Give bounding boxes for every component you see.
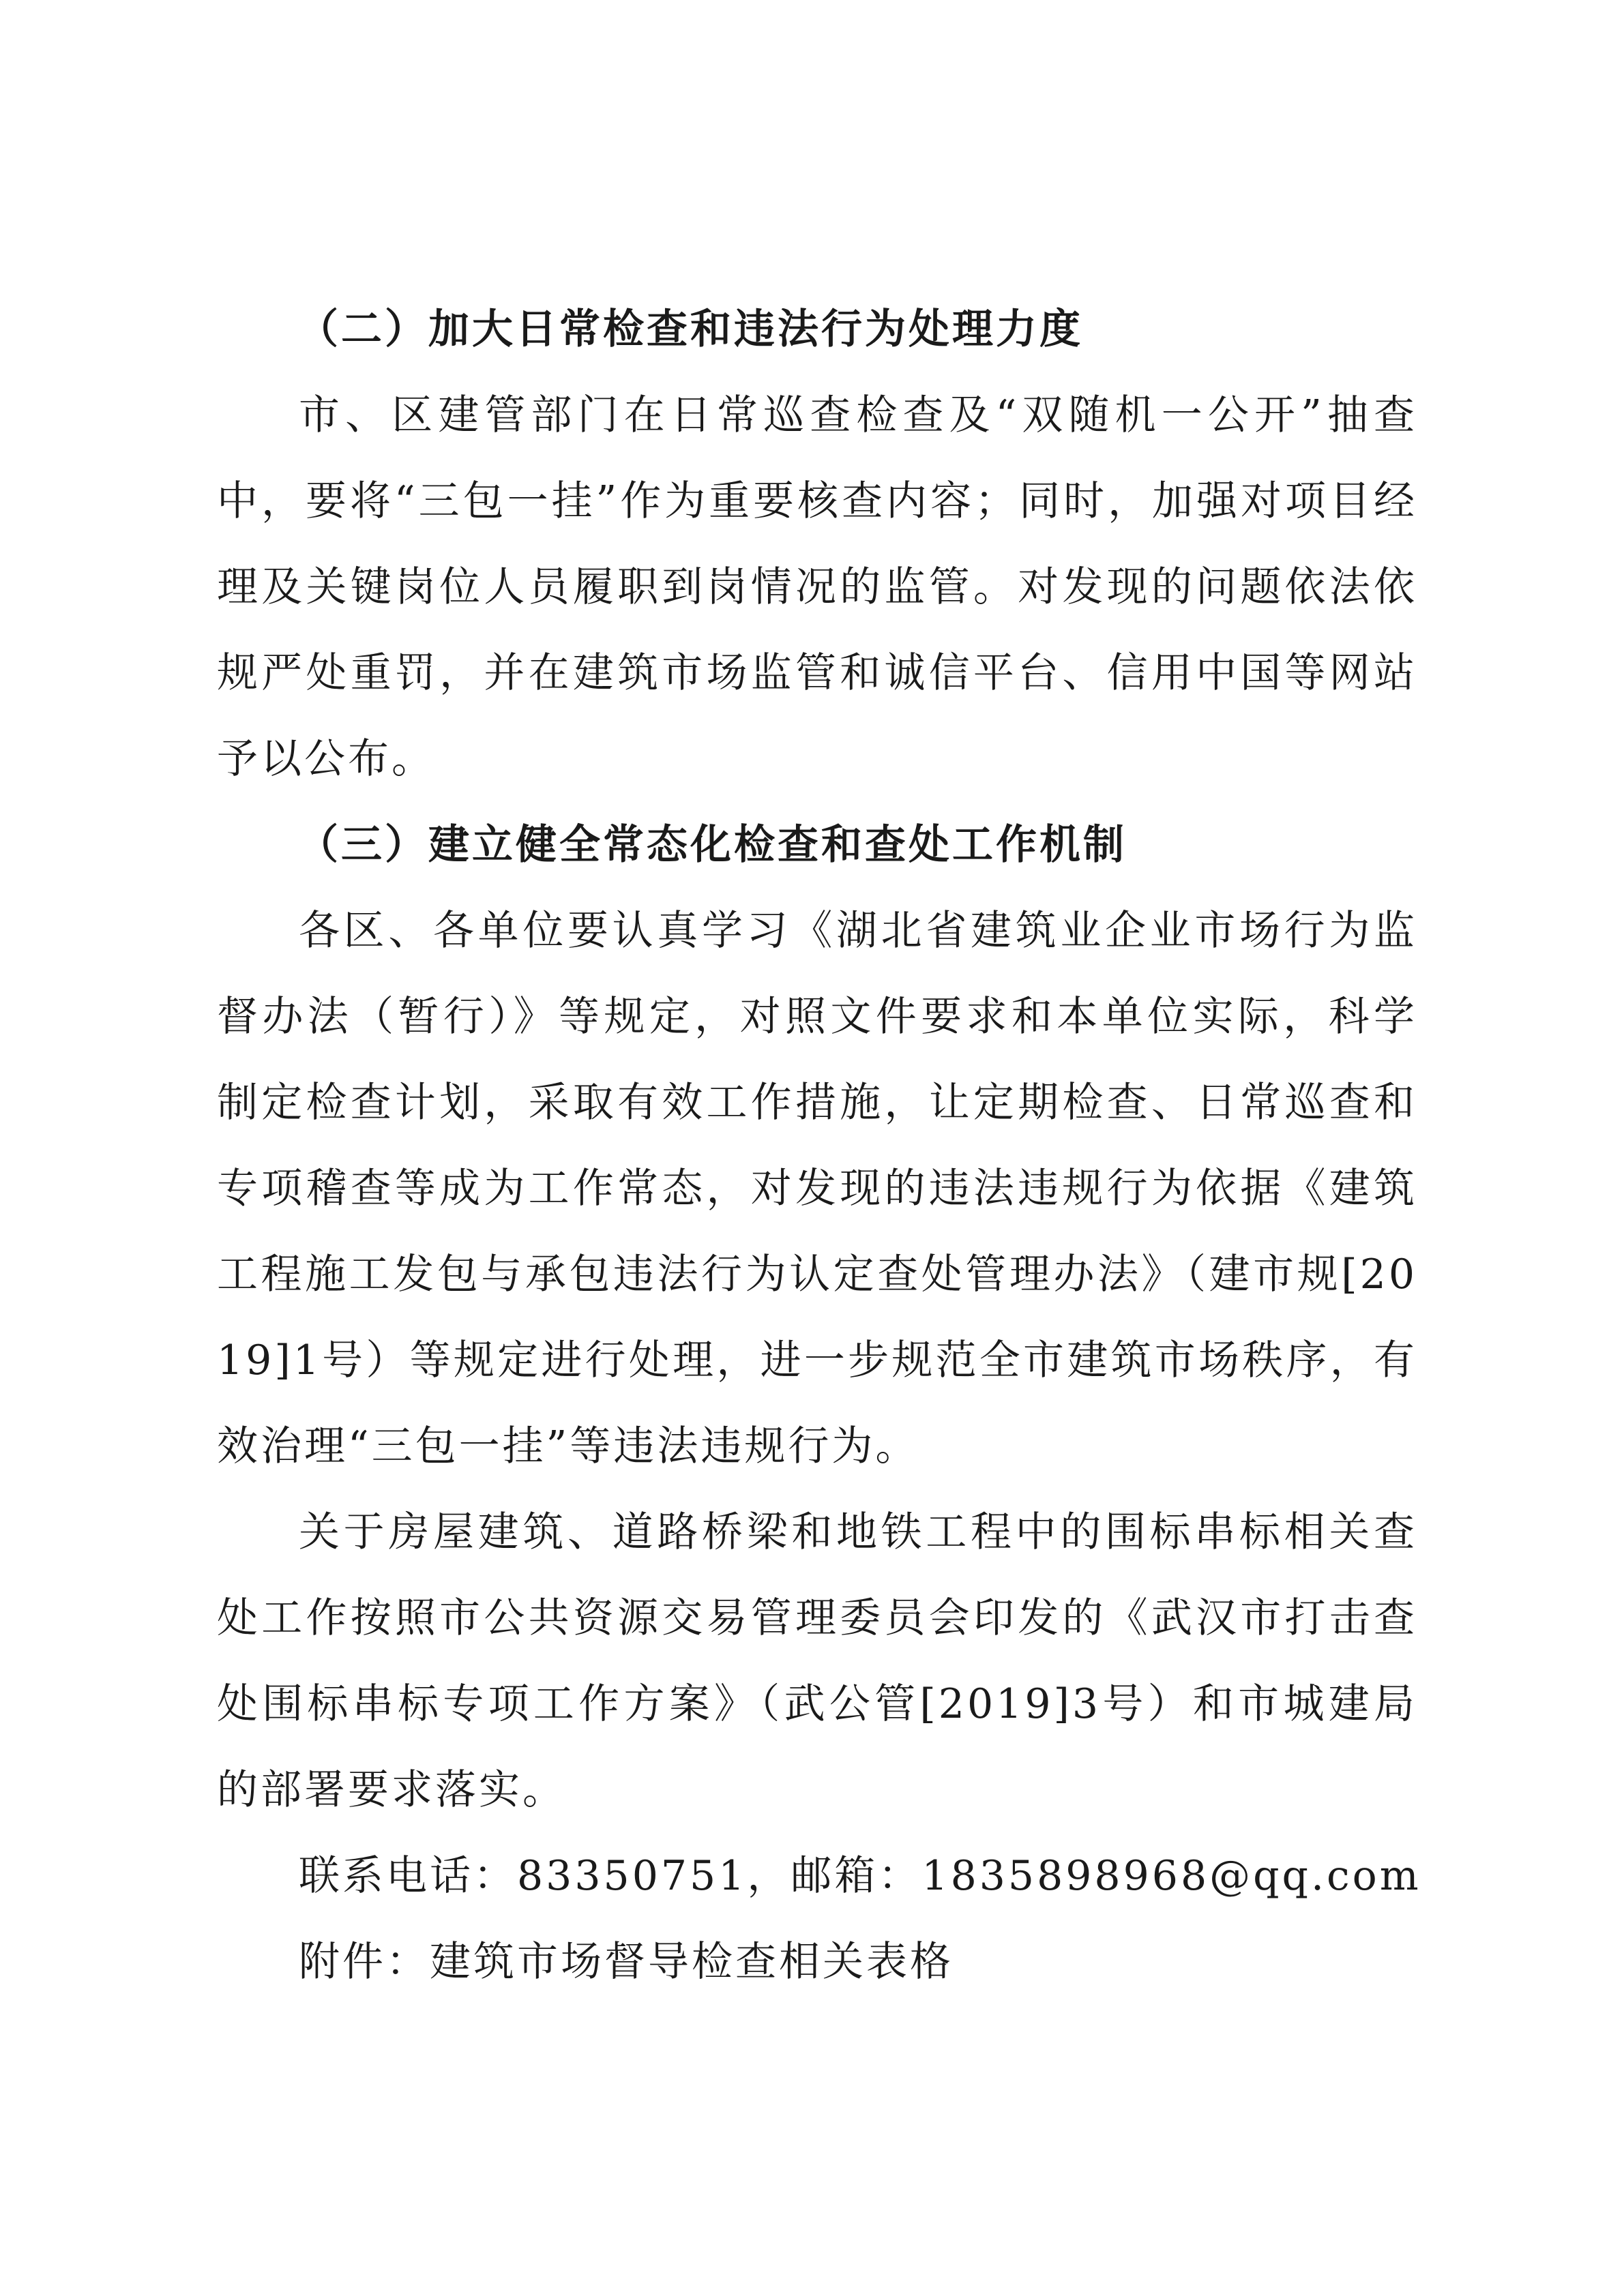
paragraph-bid-rigging: 关于房屋建筑、道路桥梁和地铁工程中的围标串标相关查处工作按照市公共资源交易管理委员会印发的《武汉市打击查处围标串标专项工作方案》（武公管[2019]3号）和市城建局的部署要求落实。: [217, 1508, 1417, 1814]
document-body: [217, 286, 1421, 2005]
contact-line: 联系电话：83350751，邮箱：1835898968@qq.com: [299, 1852, 1421, 1900]
attachment-line: 附件：建筑市场督导检查相关表格: [299, 1938, 954, 1986]
section-heading-2: （二）加大日常检查和违法行为处理力度: [297, 305, 1083, 353]
paragraph-mechanism: 各区、各单位要认真学习《湖北省建筑业企业市场行为监督办法（暂行）》等规定，对照文件要求和本单位实际，科学制定检查计划，采取有效工作措施，让定期检查、日常巡查和专项稽查等成为工作常态，对发现的违法违规行为依据《建筑工程施工发包与承包违法行为认定查处管理办法》（建市规[2019]1号）等规定进行处理，进一步规范全市建筑市场秩序，有效治理“三包一挂”等违法违规行为。: [217, 907, 1417, 1470]
paragraph-inspection: 市、区建管部门在日常巡查检查及“双随机一公开”抽查中，要将“三包一挂”作为重要核查内容；同时，加强对项目经理及关键岗位人员履职到岗情况的监管。对发现的问题依法依规严处重罚，并在建筑市场监管和诚信平台、信用中国等网站予以公布。: [217, 391, 1417, 783]
section-heading-3: （三）建立健全常态化检查和查处工作机制: [297, 821, 1127, 869]
